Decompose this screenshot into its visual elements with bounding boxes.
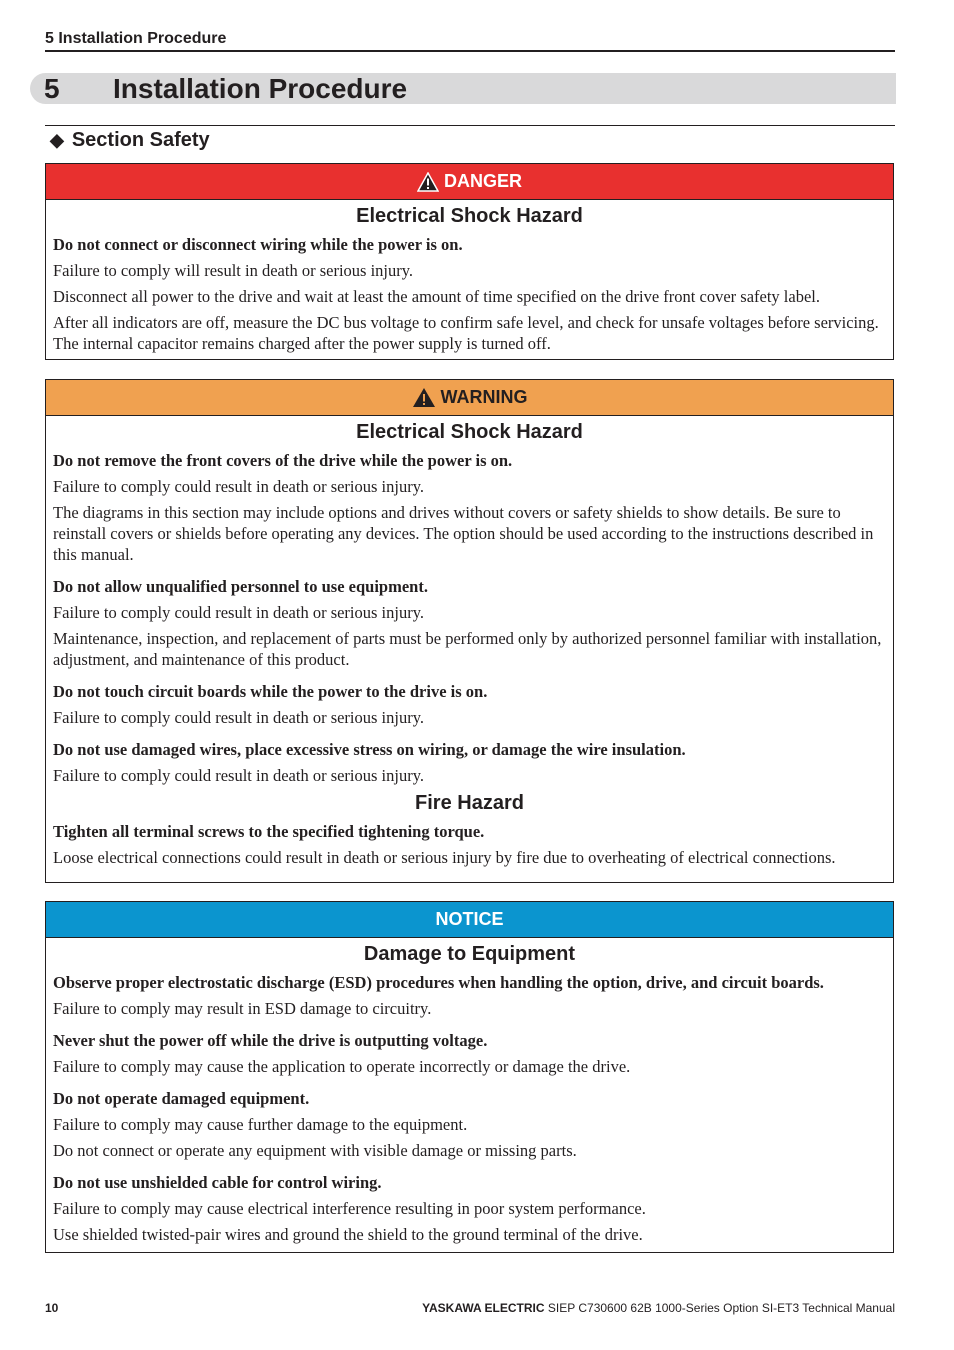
notice-line: Never shut the power off while the drive is outputting voltage.	[53, 1031, 488, 1050]
warning-line: Do not use damaged wires, place excessive stress on wiring, or damage the wire insulation.	[53, 740, 686, 759]
notice-line: Failure to comply may result in ESD damage to circuitry.	[53, 999, 432, 1018]
warning-line: Failure to comply could result in death or serious injury.	[53, 477, 425, 496]
warning-box	[45, 379, 894, 883]
section-heading	[50, 128, 210, 152]
danger-line: Failure to comply will result in death or serious injury.	[53, 261, 414, 280]
notice-line: Do not connect or operate any equipment with visible damage or missing parts.	[53, 1141, 577, 1160]
page-number: 10	[45, 1301, 59, 1315]
notice-line: Failure to comply may cause the application to operate incorrectly or damage the drive.	[53, 1057, 631, 1076]
warning-line: Failure to comply could result in death or serious injury.	[53, 766, 425, 785]
notice-line: Use shielded twisted-pair wires and ground the shield to the ground terminal of the drive.	[53, 1225, 643, 1244]
warning-line: Failure to comply could result in death or serious injury.	[53, 603, 425, 622]
running-footer	[45, 1299, 895, 1317]
warning-line: Maintenance, inspection, and replacement of parts must be performed only by authorized personnel familiar with installation, adjustment, and maintenance of this product.	[53, 629, 882, 669]
notice-line: Do not operate damaged equipment.	[53, 1089, 310, 1108]
notice-line: Failure to comply may cause electrical interference resulting in poor system performance.	[53, 1199, 646, 1218]
danger-box	[45, 163, 894, 360]
diamond-bullet-icon: ◆	[50, 130, 64, 150]
warning-line: Do not touch circuit boards while the power to the drive is on.	[53, 682, 488, 701]
warning-line: Failure to comply could result in death or serious injury.	[53, 708, 425, 727]
danger-banner	[46, 164, 893, 200]
notice-label: NOTICE	[435, 909, 504, 929]
warning-line: The diagrams in this section may include options and drives without covers or safety shields to show details. Be sure to reinstall covers or shields before operating any devices. The option should be used according to the instructions described in this manual.	[53, 503, 874, 564]
notice-banner	[46, 902, 893, 938]
danger-hazard-title: Electrical Shock Hazard	[356, 205, 583, 227]
chapter-title: Installation Procedure	[113, 73, 408, 104]
running-header	[45, 30, 895, 52]
danger-line: After all indicators are off, measure the DC bus voltage to confirm safe level, and check for unsafe voltages before servicing. The internal capacitor remains charged after the power supply is turned off.	[53, 313, 879, 353]
notice-box	[45, 901, 894, 1253]
manual-name: SIEP C730600 62B 1000-Series Option SI-ET3 Technical Manual	[544, 1301, 895, 1315]
warning-line: Do not allow unqualified personnel to use equipment.	[53, 577, 428, 596]
warning-line: Loose electrical connections could result in death or serious injury by fire due to overheating of electrical connections.	[53, 848, 836, 867]
notice-hazard-title: Damage to Equipment	[363, 943, 576, 965]
warning-label: WARNING	[440, 387, 528, 407]
manual-title	[422, 1299, 895, 1317]
running-header-title: 5 Installation Procedure	[45, 30, 227, 47]
warning-triangle-icon	[412, 387, 436, 408]
warning-triangle-icon	[417, 172, 439, 192]
danger-label: DANGER	[443, 171, 522, 191]
section-divider	[45, 125, 895, 126]
chapter-number: 5	[44, 73, 60, 104]
warning-line: Tighten all terminal screws to the specified tightening torque.	[53, 822, 485, 841]
warning-banner	[46, 380, 893, 416]
brand-name: YASKAWA ELECTRIC	[422, 1301, 545, 1315]
chapter-heading	[30, 73, 896, 104]
warning-hazard-title: Electrical Shock Hazard	[356, 421, 583, 443]
notice-line: Observe proper electrostatic discharge (ESD) procedures when handling the option, drive, and circuit boards.	[53, 973, 824, 992]
danger-line: Do not connect or disconnect wiring while the power is on.	[53, 235, 463, 254]
danger-line: Disconnect all power to the drive and wait at least the amount of time specified on the drive front cover safety label.	[53, 287, 820, 306]
warning-line: Do not remove the front covers of the drive while the power is on.	[53, 451, 513, 470]
notice-line: Failure to comply may cause further damage to the equipment.	[53, 1115, 468, 1134]
section-title: Section Safety	[71, 129, 210, 151]
notice-line: Do not use unshielded cable for control wiring.	[53, 1173, 382, 1192]
fire-hazard-title: Fire Hazard	[415, 792, 524, 814]
